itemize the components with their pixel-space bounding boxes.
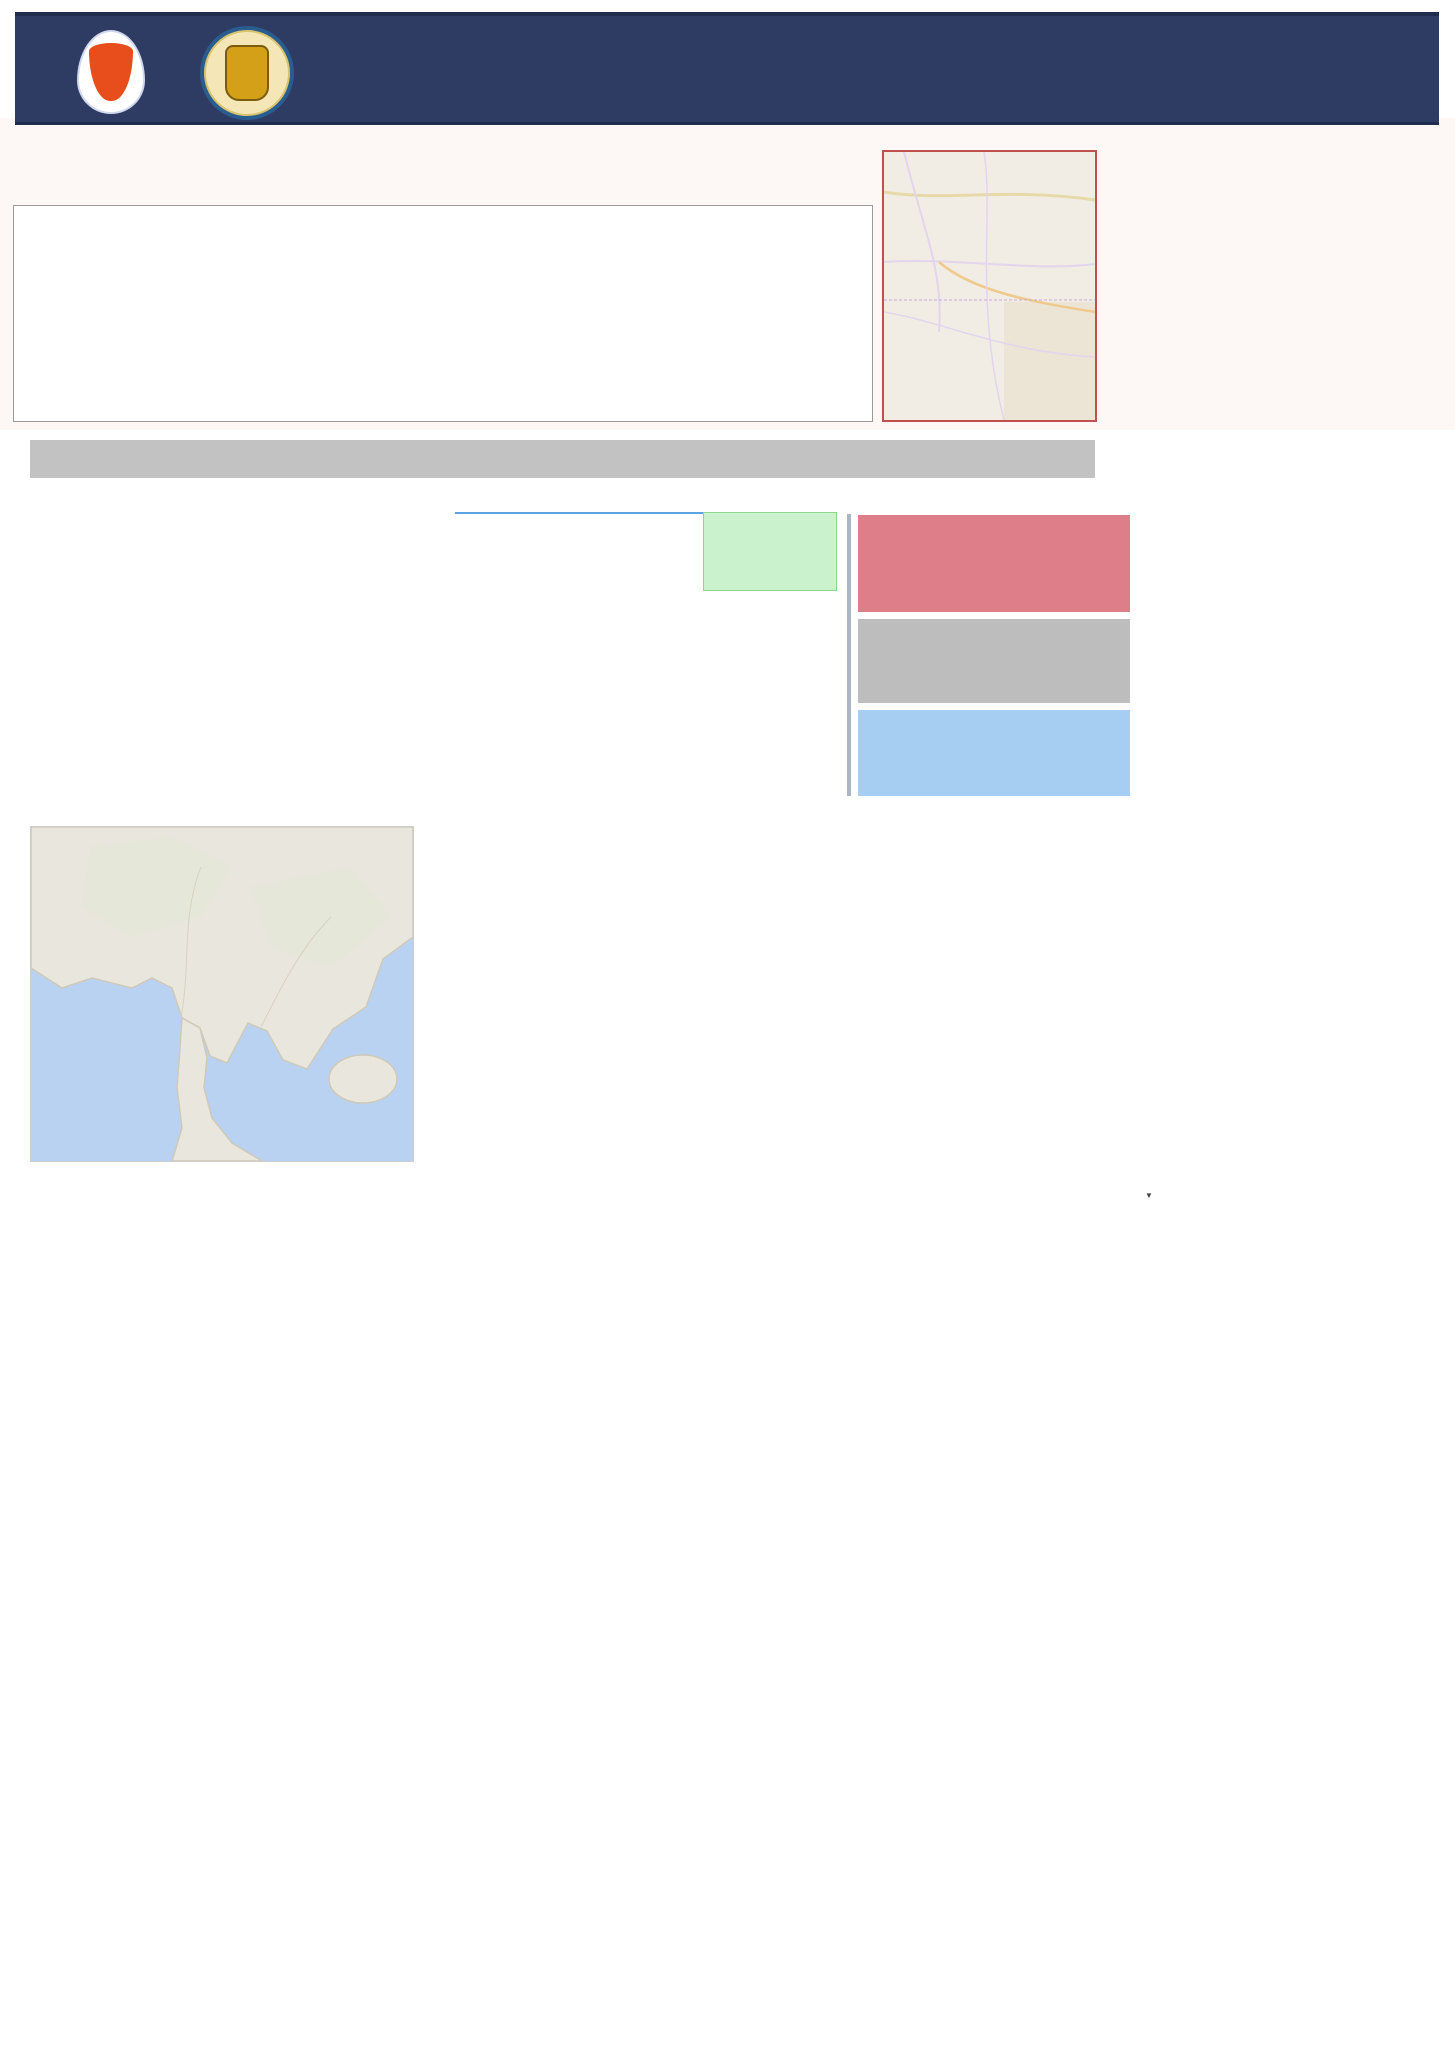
animal-type-chart bbox=[1180, 1372, 1452, 1742]
thailand-map[interactable] bbox=[30, 826, 414, 1162]
monthly-positive-chart bbox=[28, 1178, 420, 1430]
sort-desc-icon: ▼ bbox=[1145, 1191, 1153, 1200]
kpi-samples-label bbox=[858, 619, 1130, 625]
kpi-samples-card[interactable] bbox=[858, 619, 1130, 703]
department-seal-icon bbox=[200, 26, 294, 120]
kpi-positive-card[interactable] bbox=[858, 515, 1130, 612]
province-positive-chart bbox=[428, 1478, 890, 1696]
daily-cases-table-card bbox=[13, 205, 873, 422]
kpi-positive-label bbox=[858, 515, 1130, 525]
regional-map[interactable] bbox=[882, 150, 1097, 422]
status-summary-col-points[interactable] bbox=[1295, 1182, 1453, 1204]
vaccine-stacked-bar[interactable] bbox=[1120, 1915, 1390, 1943]
sample-purpose-chart bbox=[28, 1898, 316, 2048]
yearly-positive-chart bbox=[1140, 506, 1452, 814]
quiet-status-empty-cell bbox=[703, 512, 837, 591]
status-summary-table bbox=[1145, 1182, 1453, 1210]
owner-stacked-bar[interactable] bbox=[1120, 2010, 1390, 2038]
header-banner bbox=[15, 12, 1439, 125]
status-summary-col-status[interactable] bbox=[1145, 1182, 1295, 1204]
vertical-divider bbox=[847, 514, 851, 796]
section-banner bbox=[30, 440, 1095, 478]
kpi-tambon-card[interactable] bbox=[858, 710, 1130, 796]
surveillance-table bbox=[455, 512, 704, 514]
zone-positive-chart bbox=[420, 835, 882, 1483]
dld-rabies-logo-icon bbox=[77, 30, 145, 114]
kpi-tambon-label bbox=[858, 710, 1130, 716]
